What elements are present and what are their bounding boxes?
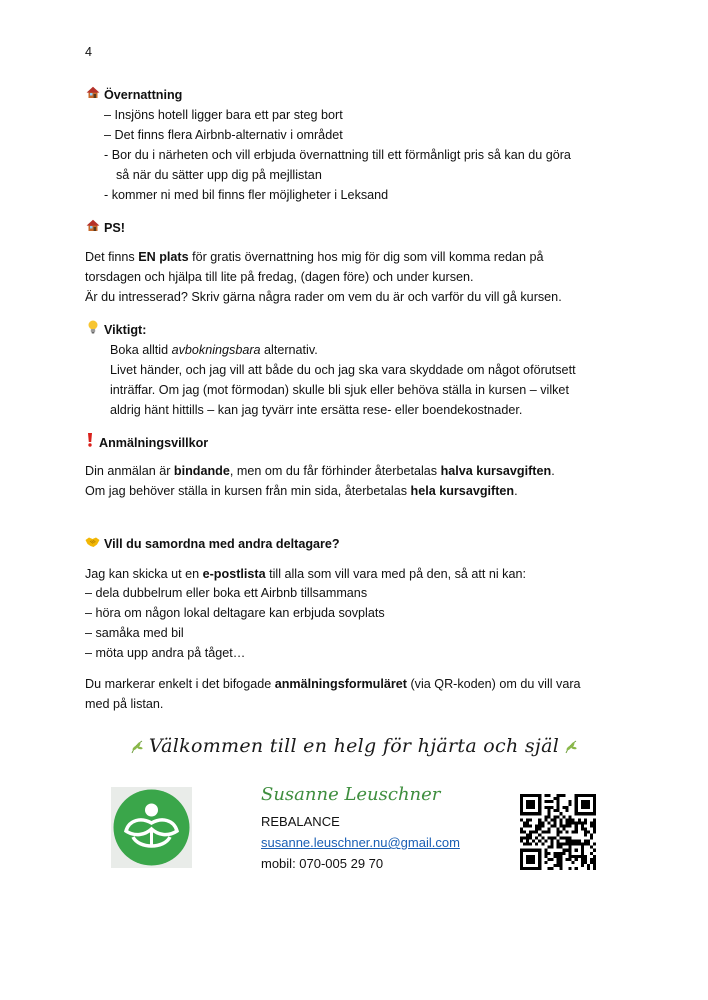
paragraph-line: med på listan. [85, 697, 164, 711]
house-icon [85, 219, 100, 237]
paragraph-line: Du markerar enkelt i det bifogade anmälningsformuläret (via QR-koden) om du vill vara [85, 677, 581, 691]
contact-mobile: mobil: 070-005 29 70 [261, 856, 384, 871]
house-icon [85, 86, 100, 104]
welcome-text: Välkommen till en helg för hjärta och själ [148, 735, 560, 757]
paragraph-line: Är du intresserad? Skriv gärna några rader om vem du är och varför du vill gå kursen. [85, 290, 562, 304]
paragraph-line: Livet händer, och jag vill att både du och jag ska vara skyddade om något oförutsett [110, 363, 576, 377]
paragraph-line: inträffar. Om jag (mot förmodan) skulle bli sjuk eller behöva ställa in kursen – vilket [110, 383, 569, 397]
list-item: - Bor du i närheten och vill erbjuda övernattning till ett förmånligt pris så kan du göra [104, 148, 571, 162]
paragraph-line: torsdagen och hjälpa till lite på fredag, (dagen före) och under kursen. [85, 270, 474, 284]
paragraph-line: Det finns EN plats för gratis övernattning hos mig för dig som vill komma redan på [85, 250, 544, 264]
contact-company: REBALANCE [261, 814, 340, 829]
list-item: – höra om någon lokal deltagare kan erbjuda sovplats [85, 606, 385, 620]
list-item: - kommer ni med bil finns fler möjligheter i Leksand [104, 188, 389, 202]
section-heading-text: Viktigt: [104, 323, 147, 337]
leaf-icon [129, 739, 145, 758]
lightbulb-icon [85, 320, 100, 339]
section-heading-villkor [85, 433, 208, 452]
leaf-icon [563, 739, 579, 758]
list-item: – Det finns flera Airbnb-alternativ i området [104, 128, 343, 142]
exclamation-icon [85, 433, 95, 452]
section-heading-text: Vill du samordna med andra deltagare? [104, 537, 340, 551]
logo [111, 787, 192, 868]
section-heading-samordna [85, 535, 340, 553]
paragraph-line: Boka alltid avbokningsbara alternativ. [110, 343, 318, 357]
section-heading-text: PS! [104, 221, 125, 235]
section-heading-text: Övernattning [104, 88, 183, 102]
email-link[interactable]: susanne.leuschner.nu@gmail.com [261, 835, 460, 850]
list-item: – Insjöns hotell ligger bara ett par steg bort [104, 108, 343, 122]
contact-email-wrap [261, 834, 460, 852]
section-heading-overnattning [85, 86, 182, 104]
handshake-icon [85, 535, 100, 553]
page-number: 4 [85, 45, 93, 59]
list-item: – samåka med bil [85, 626, 184, 640]
list-item: – möta upp andra på tåget… [85, 646, 246, 660]
qr-code[interactable] [520, 794, 596, 870]
list-item: – dela dubbelrum eller boka ett Airbnb tillsammans [85, 586, 368, 600]
paragraph-line: Om jag behöver ställa in kursen från min sida, återbetalas hela kursavgiften. [85, 484, 518, 498]
welcome-banner [0, 735, 708, 758]
paragraph-line: aldrig hänt hittills – kan jag tyvärr inte ersätta rese- eller boendekostnader. [110, 403, 523, 417]
paragraph-line: Jag kan skicka ut en e-postlista till alla som vill vara med på den, så att ni kan: [85, 567, 526, 581]
paragraph-line: Din anmälan är bindande, men om du får förhinder återbetalas halva kursavgiften. [85, 464, 555, 478]
section-heading-ps [85, 219, 125, 237]
section-heading-text: Anmälningsvillkor [99, 436, 209, 450]
contact-name: Susanne Leuschner [261, 784, 441, 805]
list-item-continuation: så när du sätter upp dig på mejllistan [116, 168, 322, 182]
section-heading-viktigt [85, 320, 146, 339]
